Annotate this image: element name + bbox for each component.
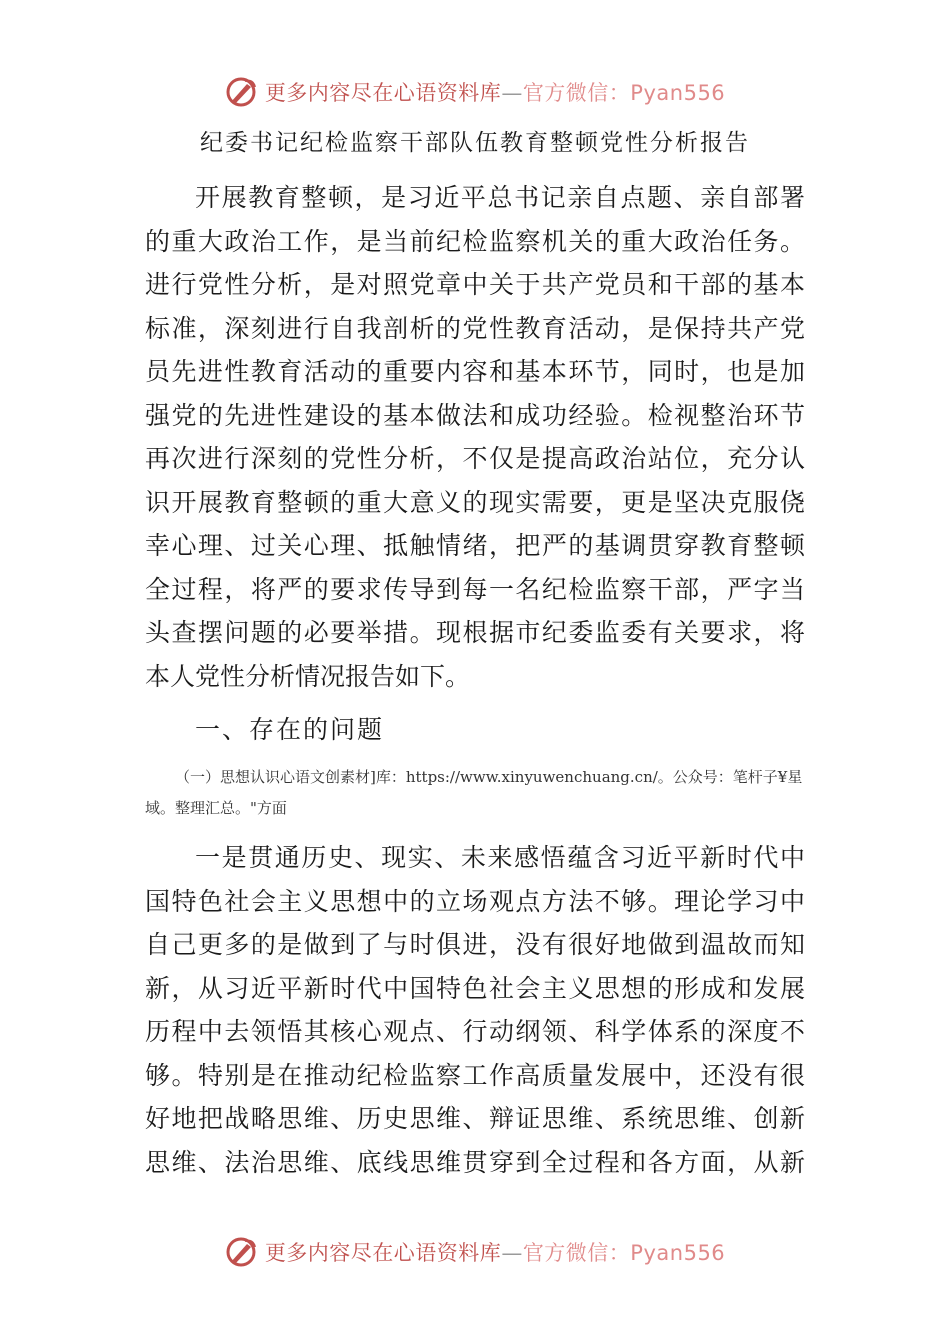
text-line: 的重大政治工作，是当前纪检监察机关的重大政治任务。	[145, 226, 805, 256]
text-line: 国特色社会主义思想中的立场观点方法不够。理论学习中	[145, 886, 805, 916]
text-line: 识开展教育整顿的重大意义的现实需要，更是坚决克服侥	[145, 487, 805, 517]
text-line: 全过程，将严的要求传导到每一名纪检监察干部，严字当	[145, 574, 805, 604]
writing-hand-logo-icon	[225, 75, 259, 109]
watermark-contact-text: 官方微信：Pyan556	[522, 81, 726, 105]
text-line: 新，从习近平新时代中国特色社会主义思想的形成和发展	[145, 973, 805, 1003]
text-line: 本人党性分析情况报告如下。	[145, 661, 471, 691]
text-line: 历程中去领悟其核心观点、行动纲领、科学体系的深度不	[145, 1017, 805, 1046]
text-line: 员先进性教育活动的重要内容和基本环节，同时，也是加	[145, 357, 805, 386]
text-line: 标准，深刻进行自我剖析的党性教育活动，是保持共产党	[145, 313, 805, 343]
watermark-text	[265, 1237, 725, 1267]
subsection-note: （一）思想认识心语文创素材]库：https://www.xinyuwenchuang.cn/。公众号：笔杆子¥星域。整理汇总。"方面	[145, 768, 803, 817]
text-line: 进行党性分析，是对照党章中关于共产党员和干部的基本	[145, 270, 805, 299]
document-title: 纪委书记纪检监察干部队伍教育整顿党性分析报告	[200, 130, 750, 156]
text-line: 够。特别是在推动纪检监察工作高质量发展中，还没有很	[145, 1060, 805, 1090]
watermark-text	[265, 77, 725, 107]
section-heading: 一、存在的问题	[195, 715, 385, 744]
watermark-contact-text: 官方微信：Pyan556	[522, 1241, 726, 1265]
watermark-main-text: 更多内容尽在心语资料库	[264, 1241, 502, 1265]
intro-paragraph	[145, 176, 805, 698]
text-line: 强党的先进性建设的基本做法和成功经验。检视整治环节	[145, 400, 805, 430]
watermark-banner-top	[0, 72, 950, 112]
text-line: 再次进行深刻的党性分析，不仅是提高政治站位，充分认	[145, 444, 805, 473]
watermark-separator: —	[501, 81, 523, 105]
watermark-main-text: 更多内容尽在心语资料库	[264, 81, 502, 105]
text-line: 一是贯通历史、现实、未来感悟蕴含习近平新时代中	[195, 843, 805, 872]
watermark-banner-bottom	[0, 1232, 950, 1272]
watermark-separator: —	[501, 1241, 523, 1265]
text-line: 思维、法治思维、底线思维贯穿到全过程和各方面，从新	[145, 1147, 805, 1177]
text-line: 幸心理、过关心理、抵触情绪，把严的基调贯穿教育整顿	[145, 531, 805, 560]
problem-paragraph	[145, 836, 805, 1184]
text-line: 好地把战略思维、历史思维、辩证思维、系统思维、创新	[145, 1104, 805, 1133]
text-line: 自己更多的是做到了与时俱进，没有很好地做到温故而知	[145, 930, 805, 959]
writing-hand-logo-icon	[225, 1235, 259, 1269]
text-line: 开展教育整顿，是习近平总书记亲自点题、亲自部署	[195, 183, 805, 212]
text-line: 头查摆问题的必要举措。现根据市纪委监委有关要求，将	[145, 618, 805, 647]
